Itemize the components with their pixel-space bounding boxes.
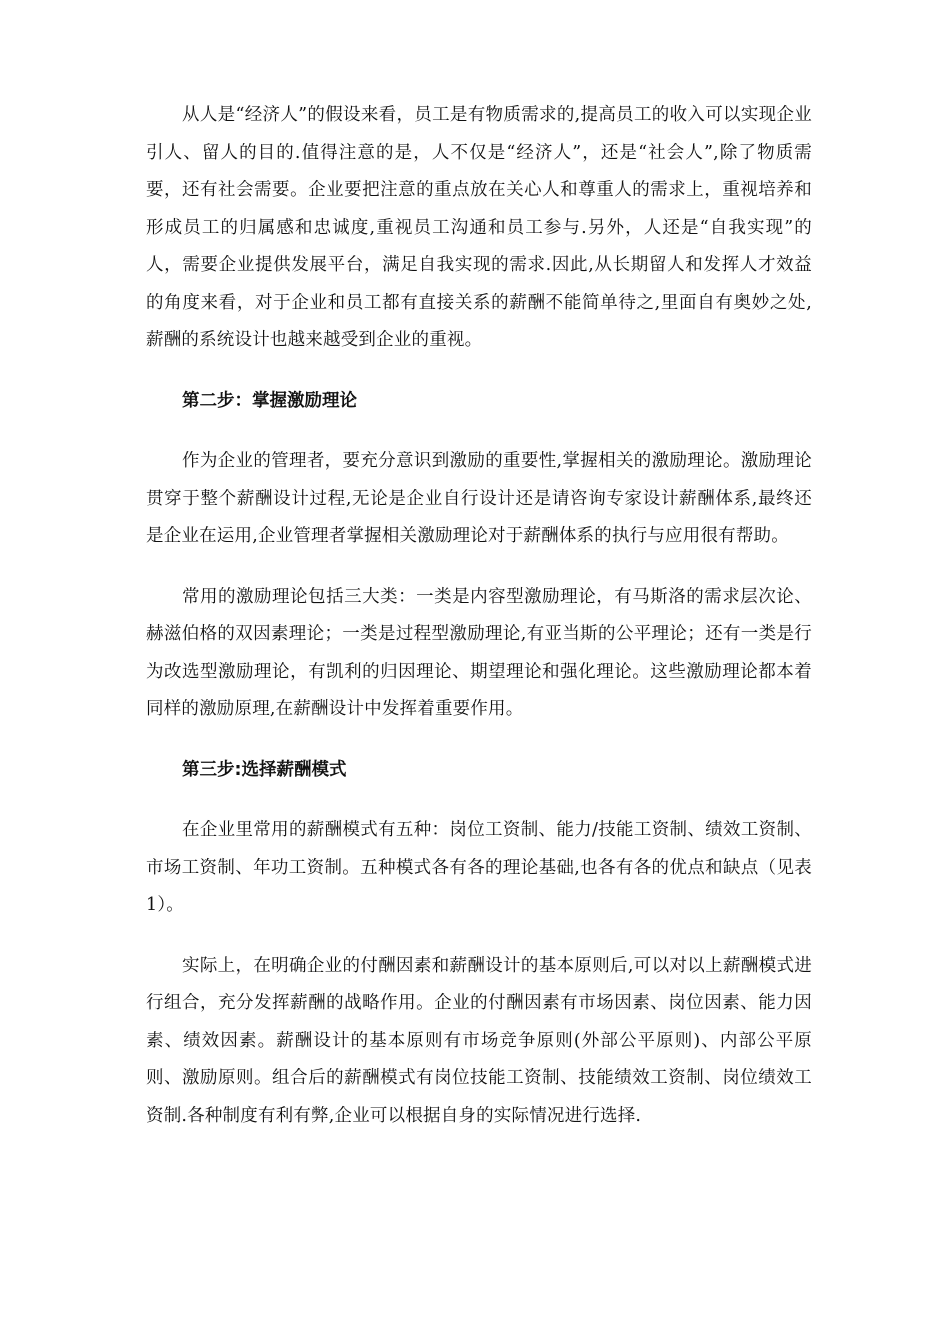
section-heading-step-two: 第二步：掌握激励理论 xyxy=(182,390,357,411)
paragraph-motivation-importance: 作为企业的管理者，要充分意识到激励的重要性,掌握相关的激励理论。激励理论贯穿于整个薪酬设计过程,无论是企业自行设计还是请咨询专家设计薪酬体系,最终还是企业在运用,企业管理者掌握相关激励理论对于薪酬体系的执行与应用很有帮助。 xyxy=(146,451,812,546)
paragraph-economic-man: 从人是“经济人”的假设来看，员工是有物质需求的,提高员工的收入可以实现企业引人、留人的目的.值得注意的是，人不仅是“经济人”，还是“社会人”,除了物质需要，还有社会需要。企业要把注意的重点放在关心人和尊重人的需求上，重视培养和形成员工的归属感和忠诚度,重视员工沟通和员工参与.另外，人还是“自我实现”的人，需要企业提供发展平台，满足自我实现的需求.因此,从长期留人和发挥人才效益的角度来看，对于企业和员工都有直接关系的薪酬不能简单待之,里面自有奥妙之处,薪酬的系统设计也越来越受到企业的重视。 xyxy=(146,105,812,350)
paragraph-salary-combination: 实际上，在明确企业的付酬因素和薪酬设计的基本原则后,可以对以上薪酬模式进行组合，充分发挥薪酬的战略作用。企业的付酬因素有市场因素、岗位因素、能力因素、绩效因素。薪酬设计的基本原则有市场竞争原则(外部公平原则)、内部公平原则、激励原则。组合后的薪酬模式有岗位技能工资制、技能绩效工资制、岗位绩效工资制.各种制度有利有弊,企业可以根据自身的实际情况进行选择. xyxy=(146,955,812,1126)
paragraph-motivation-theories: 常用的激励理论包括三大类：一类是内容型激励理论，有马斯洛的需求层次论、赫滋伯格的双因素理论；一类是过程型激励理论,有亚当斯的公平理论；还有一类是行为改选型激励理论，有凯利的归因理论、期望理论和强化理论。这些激励理论都本着同样的激励原理,在薪酬设计中发挥着重要作用。 xyxy=(146,586,812,719)
document-body xyxy=(146,97,812,1158)
section-heading-step-three: 第三步:选择薪酬模式 xyxy=(182,759,347,780)
paragraph-salary-models: 在企业里常用的薪酬模式有五种：岗位工资制、能力/技能工资制、绩效工资制、市场工资制、年功工资制。五种模式各有各的理论基础,也各有各的优点和缺点（见表1）。 xyxy=(146,820,812,915)
